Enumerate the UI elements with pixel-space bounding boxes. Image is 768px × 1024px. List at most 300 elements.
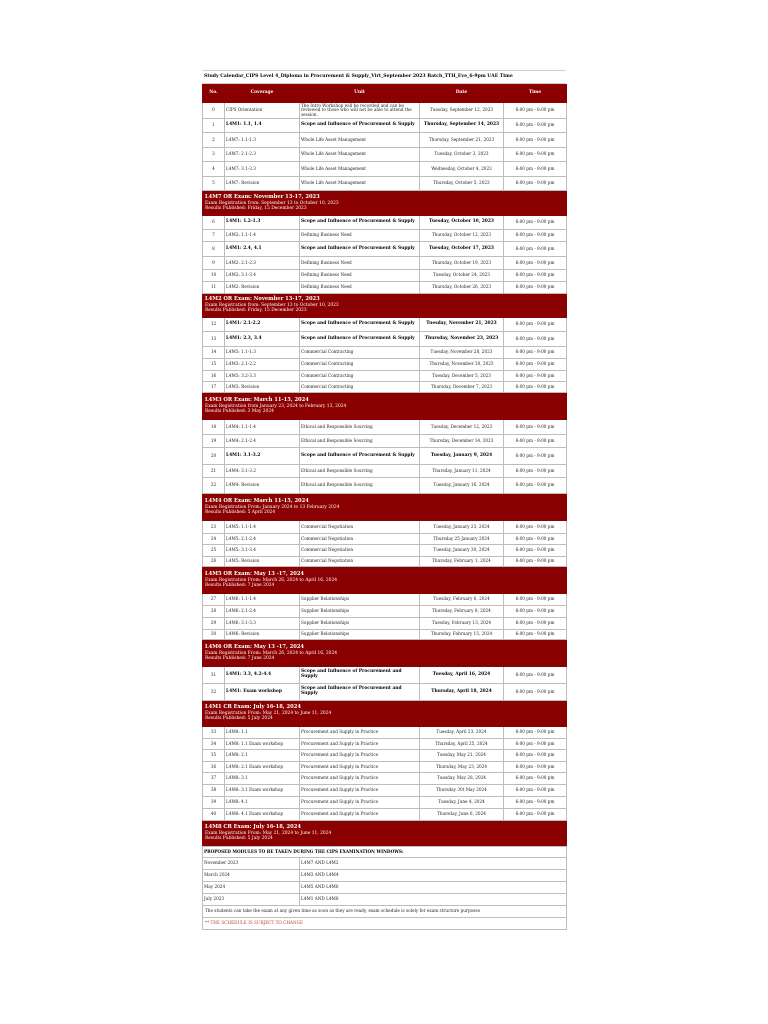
- session-number: 3: [203, 148, 225, 162]
- session-date: Wednesday, October 4, 2023: [420, 162, 504, 177]
- session-time: 6:00 pm - 9:00 pm: [504, 797, 567, 809]
- exam-detail: Results Published: 5 July 2024: [205, 716, 273, 722]
- session-coverage: L4M2: 1.1-1.4: [225, 230, 300, 242]
- session-date: Thursday, December 14, 2023: [420, 435, 504, 448]
- session-time: 6:00 pm - 9:00 pm: [504, 216, 567, 230]
- proposed-window: November 2023: [203, 858, 300, 870]
- session-date: Thursday, December 7, 2023: [420, 382, 504, 393]
- table-row: [203, 785, 567, 797]
- exam-window-row: [203, 640, 567, 667]
- table-row: [203, 773, 567, 785]
- exam-window-cell: [203, 294, 567, 318]
- exam-detail: Results Published: 3 May 2024: [205, 408, 274, 414]
- session-unit: Supplier Relationships: [300, 618, 420, 630]
- proposed-heading-row: [203, 847, 567, 858]
- session-time: 6:00 pm - 9:00 pm: [504, 727, 567, 739]
- session-number: 31: [203, 667, 225, 684]
- session-date: Thursday, November 30, 2023: [420, 359, 504, 371]
- schedule-disclaimer: ** THE SCHEDULE IS SUBJECT TO CHANGE: [203, 918, 567, 930]
- session-number: 19: [203, 435, 225, 448]
- session-date: Thursday, June 6, 2024: [420, 809, 504, 821]
- session-coverage: L4M7: Revision: [225, 177, 300, 191]
- session-unit: Commercial Negotiation: [300, 521, 420, 534]
- session-date: Tuesday, October 17, 2023: [420, 242, 504, 257]
- session-unit: Scope and Influence of Procurement and Supply: [300, 684, 420, 701]
- session-unit: Scope and Influence of Procurement and Supply: [300, 667, 420, 684]
- session-unit: Procurement and Supply in Practice: [300, 809, 420, 821]
- session-unit: Scope and Influence of Procurement & Supply: [300, 332, 420, 347]
- session-time: 6:00 pm - 9:00 pm: [504, 270, 567, 282]
- session-number: 2: [203, 133, 225, 148]
- session-coverage: L4M1: 3.1-3.2: [225, 448, 300, 465]
- exam-note: The students can take the exam at any given time as soon as they are ready, exam schedule is solely for exam structure purposes: [203, 906, 567, 918]
- session-coverage: L4M6: 2.1-2.4: [225, 606, 300, 618]
- session-date: Thursday, February 15, 2024: [420, 630, 504, 640]
- table-row: [203, 318, 567, 332]
- session-coverage: L4M8: 3.1 Exam workshop: [225, 785, 300, 797]
- session-date: Tuesday, November 21, 2023: [420, 318, 504, 332]
- table-row: [203, 465, 567, 478]
- proposed-modules: L4M5 AND L4M6: [300, 882, 567, 894]
- session-time: 6:00 pm - 9:00 pm: [504, 371, 567, 382]
- session-date: Tuesday, April 16, 2024: [420, 667, 504, 684]
- session-unit: Whole Life Asset Management: [300, 148, 420, 162]
- exam-title: L4M8 CR Exam: July 16-18, 2024: [205, 823, 301, 830]
- session-date: Thursday, October 26, 2023: [420, 282, 504, 294]
- table-row: [203, 448, 567, 465]
- exam-detail: Results Published: Friday, 15 December 2023: [205, 308, 307, 314]
- session-time: 6:00 pm - 9:00 pm: [504, 347, 567, 359]
- session-coverage: L4M1: 2.1-2.2: [225, 318, 300, 332]
- exam-title: L4M3 OR Exam: March 11-15, 2024: [205, 396, 309, 403]
- session-number: 37: [203, 773, 225, 785]
- session-coverage: L4M8: 2.1 Exam workshop: [225, 762, 300, 773]
- session-coverage: L4M3: 1.1-1.3: [225, 347, 300, 359]
- table-row: [203, 478, 567, 494]
- exam-title: L4M5 OR Exam: May 13 -17, 2024: [205, 570, 305, 577]
- session-number: 13: [203, 332, 225, 347]
- session-date: Tuesday, December 12, 2023: [420, 420, 504, 435]
- session-coverage: L4M1: 3.3, 4.2-4.4: [225, 667, 300, 684]
- session-unit: Defining Business Need: [300, 257, 420, 270]
- exam-window-cell: [203, 494, 567, 521]
- proposed-row: [203, 870, 567, 882]
- session-date: Tuesday, January 9, 2024: [420, 448, 504, 465]
- session-date: Tuesday, February 6, 2024: [420, 594, 504, 606]
- proposed-window: March 2024: [203, 870, 300, 882]
- session-time: 6:00 pm - 9:00 pm: [504, 332, 567, 347]
- session-unit: Procurement and Supply in Practice: [300, 727, 420, 739]
- session-number: 6: [203, 216, 225, 230]
- session-number: 22: [203, 478, 225, 494]
- exam-detail: Exam Registration From: May 21, 2024 to June 11, 2024: [205, 711, 332, 717]
- session-number: 34: [203, 739, 225, 750]
- session-unit: Whole Life Asset Management: [300, 133, 420, 148]
- session-date: Tuesday, April 23, 2024: [420, 727, 504, 739]
- session-number: 39: [203, 797, 225, 809]
- table-row: [203, 103, 567, 119]
- session-number: 26: [203, 557, 225, 567]
- session-time: 6:00 pm - 9:00 pm: [504, 162, 567, 177]
- session-date: Thursday, October 19, 2023: [420, 257, 504, 270]
- proposed-row: [203, 882, 567, 894]
- proposed-row: [203, 858, 567, 870]
- header-coverage: Coverage: [225, 85, 300, 103]
- session-time: 6:00 pm - 9:00 pm: [504, 148, 567, 162]
- exam-detail: Results Published: 5 July 2024: [205, 835, 273, 841]
- exam-window-row: [203, 821, 567, 846]
- session-time: 6:00 pm - 9:00 pm: [504, 318, 567, 332]
- session-unit: Ethical and Responsible Sourcing: [300, 478, 420, 494]
- header-no: No.: [203, 85, 225, 103]
- table-row: [203, 420, 567, 435]
- session-number: 9: [203, 257, 225, 270]
- proposed-modules: L4M3 AND L4M4: [300, 870, 567, 882]
- session-date: Thursday, May 23, 2024: [420, 762, 504, 773]
- schedule-body: [203, 103, 567, 846]
- session-coverage: L4M8: 4.1 Exam workshop: [225, 809, 300, 821]
- table-row: [203, 257, 567, 270]
- exam-window-row: [203, 494, 567, 521]
- exam-window-cell: [203, 567, 567, 594]
- exam-title: L4M4 OR Exam: March 11-15, 2024: [205, 497, 309, 504]
- study-calendar-document: [202, 70, 566, 930]
- session-coverage: CIPS Orientation: [225, 103, 300, 119]
- table-row: [203, 727, 567, 739]
- table-row: [203, 545, 567, 557]
- session-unit: Commercial Contracting: [300, 359, 420, 371]
- session-number: 27: [203, 594, 225, 606]
- session-time: 6:00 pm - 9:00 pm: [504, 282, 567, 294]
- session-unit: Scope and Influence of Procurement & Supply: [300, 216, 420, 230]
- session-date: Tuesday, February 13, 2024: [420, 618, 504, 630]
- table-row: [203, 382, 567, 393]
- table-row: [203, 684, 567, 701]
- session-time: 6:00 pm - 9:00 pm: [504, 133, 567, 148]
- table-row: [203, 667, 567, 684]
- session-unit: Procurement and Supply in Practice: [300, 797, 420, 809]
- table-row: [203, 242, 567, 257]
- table-row: [203, 557, 567, 567]
- session-time: 6:00 pm - 9:00 pm: [504, 667, 567, 684]
- session-time: 6:00 pm - 9:00 pm: [504, 435, 567, 448]
- session-time: 6:00 pm - 9:00 pm: [504, 545, 567, 557]
- session-number: 29: [203, 618, 225, 630]
- session-unit: Procurement and Supply in Practice: [300, 762, 420, 773]
- disclaimer-row: [203, 918, 567, 930]
- session-date: Thursday, October 12, 2023: [420, 230, 504, 242]
- table-row: [203, 762, 567, 773]
- table-row: [203, 521, 567, 534]
- table-row: [203, 347, 567, 359]
- session-date: Tuesday, October 10, 2023: [420, 216, 504, 230]
- exam-detail: Exam Registration from January 23, 2024 to February 13, 2024: [205, 403, 347, 409]
- session-time: 6:00 pm - 9:00 pm: [504, 630, 567, 640]
- session-time: 6:00 pm - 9:00 pm: [504, 739, 567, 750]
- session-unit: Supplier Relationships: [300, 594, 420, 606]
- session-coverage: L4M5: 2.1-2.4: [225, 534, 300, 545]
- document-title: Study Calendar_CIPS Level 4_Diploma in Procurement & Supply_Virt_September 2023 Batch_TTH_Eve_6-9pm UAE Time: [202, 70, 566, 84]
- session-date: Thursday, April 25, 2024: [420, 739, 504, 750]
- session-coverage: L4M8: 1.1 Exam workshop: [225, 739, 300, 750]
- session-coverage: L4M2: Revision: [225, 282, 300, 294]
- exam-window-row: [203, 567, 567, 594]
- table-row: [203, 162, 567, 177]
- session-coverage: L4M8: 3.1: [225, 773, 300, 785]
- session-date: Thursday, September 14, 2023: [420, 119, 504, 133]
- session-number: 30: [203, 630, 225, 640]
- table-row: [203, 371, 567, 382]
- header-date: Date: [420, 85, 504, 103]
- proposed-modules: L4M7 AND L4M2: [300, 858, 567, 870]
- session-coverage: L4M7: 2.1-2.3: [225, 148, 300, 162]
- session-coverage: L4M8: 1.1: [225, 727, 300, 739]
- session-number: 5: [203, 177, 225, 191]
- table-row: [203, 630, 567, 640]
- proposed-modules-table: [202, 846, 567, 930]
- session-time: 6:00 pm - 9:00 pm: [504, 242, 567, 257]
- session-time: 6:00 pm - 9:00 pm: [504, 478, 567, 494]
- session-coverage: L4M1: 1.2-1.3: [225, 216, 300, 230]
- session-coverage: L4M3: Revision: [225, 382, 300, 393]
- session-date: Thursday 25 January 2024: [420, 534, 504, 545]
- table-row: [203, 119, 567, 133]
- session-date: Thursday, November 23, 2023: [420, 332, 504, 347]
- session-date: Tuesday, December 5, 2023: [420, 371, 504, 382]
- session-time: 6:00 pm - 9:00 pm: [504, 448, 567, 465]
- session-time: 6:00 pm - 9:00 pm: [504, 257, 567, 270]
- session-unit: Ethical and Responsible Sourcing: [300, 420, 420, 435]
- session-coverage: L4M4: 1.1-1.4: [225, 420, 300, 435]
- exam-title: L4M1 CR Exam: July 16-18, 2024: [205, 704, 301, 711]
- session-coverage: L4M8: 4.1: [225, 797, 300, 809]
- session-time: 6:00 pm - 9:00 pm: [504, 230, 567, 242]
- session-number: 0: [203, 103, 225, 119]
- session-time: 6:00 pm - 9:00 pm: [504, 618, 567, 630]
- table-row: [203, 435, 567, 448]
- session-date: Thursday, February 1, 2024: [420, 557, 504, 567]
- session-number: 18: [203, 420, 225, 435]
- session-unit: Procurement and Supply in Practice: [300, 773, 420, 785]
- table-row: [203, 177, 567, 191]
- exam-detail: Exam Registration From: March 26, 2024 to April 16, 2024: [205, 650, 338, 656]
- session-number: 15: [203, 359, 225, 371]
- proposed-heading: PROPOSED MODULES TO BE TAKEN DURING THE CIPS EXAMINATION WINDOWS:: [203, 847, 567, 858]
- session-number: 36: [203, 762, 225, 773]
- session-number: 32: [203, 684, 225, 701]
- session-number: 24: [203, 534, 225, 545]
- session-unit: Procurement and Supply in Practice: [300, 785, 420, 797]
- table-row: [203, 133, 567, 148]
- session-coverage: L4M8: 2.1: [225, 750, 300, 762]
- session-number: 11: [203, 282, 225, 294]
- proposed-modules: L4M1 AND L4M8: [300, 894, 567, 906]
- session-time: 6:00 pm - 9:00 pm: [504, 606, 567, 618]
- session-time: 6:00 pm - 9:00 pm: [504, 382, 567, 393]
- table-row: [203, 230, 567, 242]
- table-row: [203, 270, 567, 282]
- table-row: [203, 148, 567, 162]
- session-time: 6:00 pm - 9:00 pm: [504, 750, 567, 762]
- session-coverage: L4M7: 1.1-1.3: [225, 133, 300, 148]
- session-unit: Supplier Relationships: [300, 606, 420, 618]
- header-time: Time: [504, 85, 567, 103]
- session-unit: Scope and Influence of Procurement & Supply: [300, 119, 420, 133]
- session-date: Thursday, October 5, 2023: [420, 177, 504, 191]
- session-unit: Defining Business Need: [300, 230, 420, 242]
- session-coverage: L4M5: 3.1-3.4: [225, 545, 300, 557]
- session-time: 6:00 pm - 9:00 pm: [504, 119, 567, 133]
- session-time: 6:00 pm - 9:00 pm: [504, 684, 567, 701]
- session-coverage: L4M2: 3.1-3.4: [225, 270, 300, 282]
- exam-detail: Exam Registration From: January 2024 to 13 February 2024: [205, 504, 340, 510]
- session-number: 23: [203, 521, 225, 534]
- exam-title: L4M7 OR Exam: November 13-17, 2023: [205, 193, 320, 200]
- exam-detail: Results Published: 7 June 2024: [205, 582, 275, 588]
- exam-detail: Results Published: Friday, 15 December 2023: [205, 205, 307, 211]
- session-unit: Commercial Negotiation: [300, 545, 420, 557]
- session-unit: Defining Business Need: [300, 270, 420, 282]
- session-unit: Procurement and Supply in Practice: [300, 750, 420, 762]
- session-date: Thursday 30t May 2024: [420, 785, 504, 797]
- table-row: [203, 809, 567, 821]
- session-coverage: L4M3: 3.2-3.3: [225, 371, 300, 382]
- session-coverage: L4M6: 1.1-1.4: [225, 594, 300, 606]
- session-unit: Ethical and Responsible Sourcing: [300, 465, 420, 478]
- exam-window-cell: [203, 393, 567, 420]
- exam-detail: Results Published: 7 June 2024: [205, 655, 275, 661]
- table-row: [203, 332, 567, 347]
- schedule-table: [202, 84, 567, 846]
- exam-title: L4M2 OR Exam: November 13-17, 2023: [205, 296, 320, 303]
- session-unit: The Intro Workshop will be recorded and can be reviewed to those who will not be able to attend the session.: [300, 103, 420, 119]
- session-date: Tuesday, September 12, 2023: [420, 103, 504, 119]
- session-coverage: L4M5: Revision: [225, 557, 300, 567]
- session-time: 6:00 pm - 9:00 pm: [504, 594, 567, 606]
- session-number: 7: [203, 230, 225, 242]
- session-unit: Commercial Negotiation: [300, 557, 420, 567]
- session-number: 25: [203, 545, 225, 557]
- session-unit: Procurement and Supply in Practice: [300, 739, 420, 750]
- session-date: Tuesday, October 3, 2023: [420, 148, 504, 162]
- session-coverage: L4M1: 2.3, 3.4: [225, 332, 300, 347]
- proposed-row: [203, 894, 567, 906]
- session-number: 12: [203, 318, 225, 332]
- session-coverage: L4M3: 2.1-2.2: [225, 359, 300, 371]
- session-coverage: L4M1: 2.4, 4.1: [225, 242, 300, 257]
- session-number: 14: [203, 347, 225, 359]
- proposed-window: July 2023: [203, 894, 300, 906]
- exam-window-cell: [203, 191, 567, 216]
- table-row: [203, 594, 567, 606]
- exam-window-cell: [203, 640, 567, 667]
- session-time: 6:00 pm - 9:00 pm: [504, 521, 567, 534]
- table-row: [203, 359, 567, 371]
- session-time: 6:00 pm - 9:00 pm: [504, 534, 567, 545]
- session-date: Tuesday, November 28, 2023: [420, 347, 504, 359]
- session-time: 6:00 pm - 9:00 pm: [504, 177, 567, 191]
- session-number: 33: [203, 727, 225, 739]
- session-number: 16: [203, 371, 225, 382]
- exam-window-row: [203, 191, 567, 216]
- session-coverage: L4M1: 1.1, 1.4: [225, 119, 300, 133]
- exam-detail: Exam Registration from: September 13 to October 10, 2023: [205, 303, 339, 309]
- session-unit: Supplier Relationships: [300, 630, 420, 640]
- session-time: 6:00 pm - 8:00 pm: [504, 103, 567, 119]
- exam-title: L4M6 OR Exam: May 13 -17, 2024: [205, 643, 305, 650]
- session-unit: Scope and Influence of Procurement & Supply: [300, 242, 420, 257]
- session-number: 40: [203, 809, 225, 821]
- session-unit: Scope and Influence of Procurement & Supply: [300, 318, 420, 332]
- session-number: 28: [203, 606, 225, 618]
- session-coverage: L4M6: 3.1-3.3: [225, 618, 300, 630]
- exam-window-row: [203, 294, 567, 318]
- table-row: [203, 216, 567, 230]
- exam-detail: Exam Registration From: March 26, 2024 to April 16, 2024: [205, 577, 338, 583]
- table-row: [203, 750, 567, 762]
- session-number: 1: [203, 119, 225, 133]
- table-row: [203, 618, 567, 630]
- session-coverage: L4M2: 2.1-2.3: [225, 257, 300, 270]
- table-header-row: [203, 85, 567, 103]
- table-row: [203, 534, 567, 545]
- session-time: 6:00 pm - 9:00 pm: [504, 557, 567, 567]
- session-time: 6:00 pm - 9:00 pm: [504, 762, 567, 773]
- session-unit: Ethical and Responsible Sourcing: [300, 435, 420, 448]
- session-time: 6:00 pm - 9:00 pm: [504, 420, 567, 435]
- table-row: [203, 282, 567, 294]
- session-time: 6:00 pm - 9:00 pm: [504, 773, 567, 785]
- table-row: [203, 606, 567, 618]
- exam-window-row: [203, 393, 567, 420]
- session-date: Tuesday, May 21, 2024: [420, 750, 504, 762]
- header-unit: Unit: [300, 85, 420, 103]
- session-date: Thursday, April 18, 2024: [420, 684, 504, 701]
- session-unit: Commercial Contracting: [300, 382, 420, 393]
- exam-window-cell: [203, 701, 567, 727]
- session-unit: Scope and Influence of Procurement & Supply: [300, 448, 420, 465]
- session-number: 38: [203, 785, 225, 797]
- session-date: Tuesday, January 30, 2024: [420, 545, 504, 557]
- session-date: Tuesday, October 24, 2023: [420, 270, 504, 282]
- exam-detail: Exam Registration From: May 21, 2024 to June 11, 2024: [205, 830, 332, 836]
- session-number: 20: [203, 448, 225, 465]
- session-date: Tuesday, January 23, 2024: [420, 521, 504, 534]
- session-time: 6:00 pm - 9:00 pm: [504, 809, 567, 821]
- exam-window-cell: [203, 821, 567, 846]
- session-number: 4: [203, 162, 225, 177]
- session-coverage: L4M4: 2.1-2.4: [225, 435, 300, 448]
- session-unit: Whole Life Asset Management: [300, 177, 420, 191]
- session-date: Tuesday, January 16, 2024: [420, 478, 504, 494]
- session-number: 35: [203, 750, 225, 762]
- note-row: [203, 906, 567, 918]
- session-unit: Whole Life Asset Management: [300, 162, 420, 177]
- session-number: 10: [203, 270, 225, 282]
- session-time: 6:00 pm - 9:00 pm: [504, 359, 567, 371]
- session-number: 17: [203, 382, 225, 393]
- exam-detail: Results Published: 5 April 2024: [205, 509, 276, 515]
- session-date: Thursday, January 11, 2024: [420, 465, 504, 478]
- session-time: 6:00 pm - 9:00 pm: [504, 465, 567, 478]
- session-coverage: L4M4: Revision: [225, 478, 300, 494]
- session-date: Tuesday, June 4, 2024: [420, 797, 504, 809]
- session-unit: Commercial Contracting: [300, 371, 420, 382]
- session-number: 8: [203, 242, 225, 257]
- session-date: Thursday, February 8, 2024: [420, 606, 504, 618]
- proposed-window: May 2024: [203, 882, 300, 894]
- session-date: Thursday, September 21, 2023: [420, 133, 504, 148]
